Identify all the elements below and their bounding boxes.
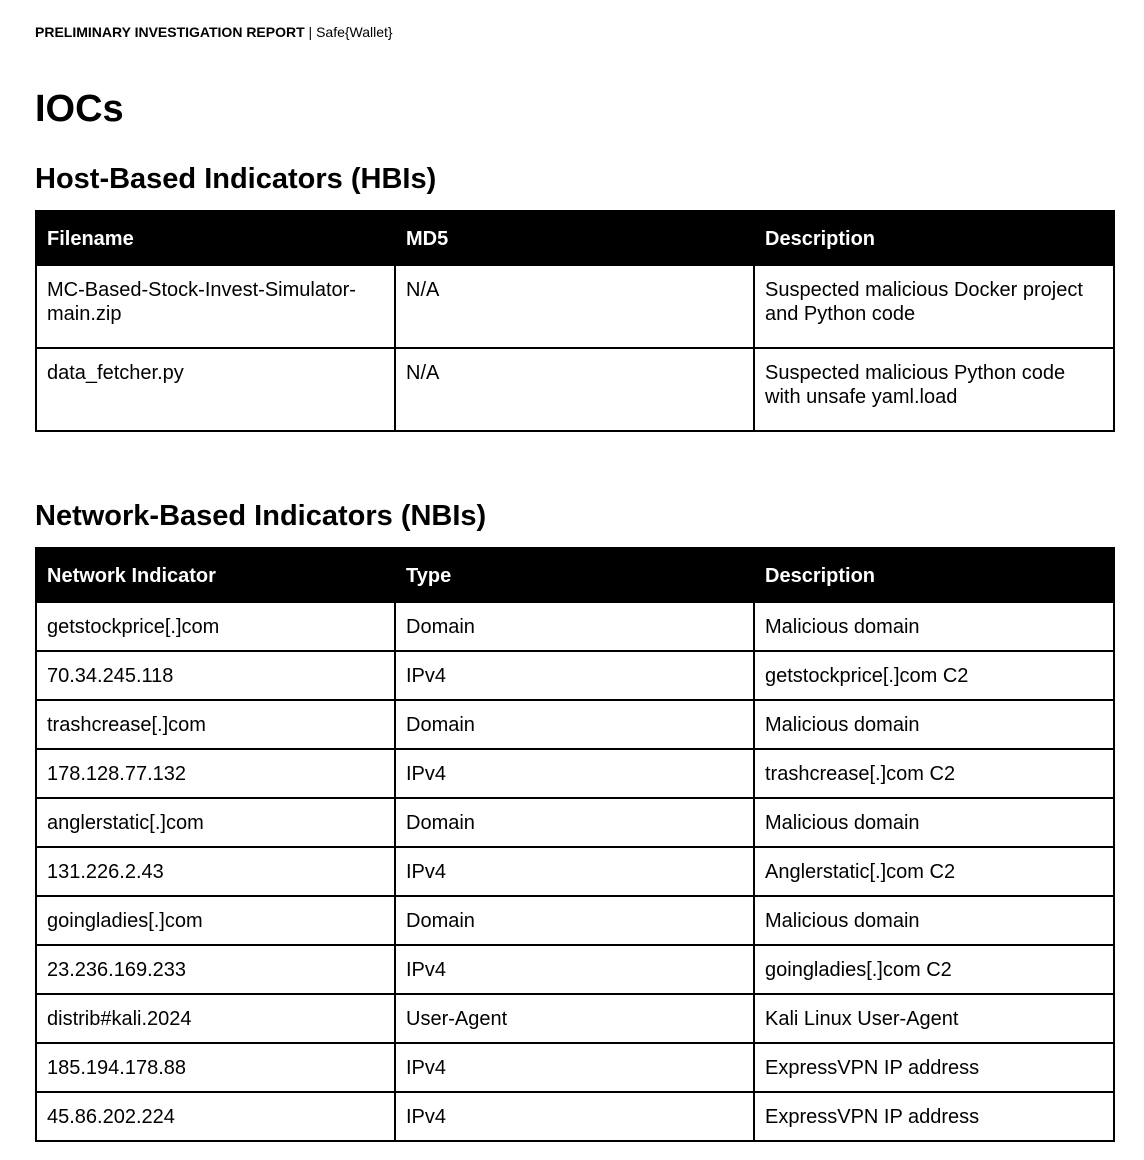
description-cell: Malicious domain [754,602,1114,651]
type-cell: IPv4 [395,847,754,896]
description-cell: Suspected malicious Docker project and Python code [754,265,1114,348]
hbi-column-header: MD5 [395,211,754,265]
organization-name: Safe{Wallet} [316,24,393,40]
type-cell: IPv4 [395,749,754,798]
type-cell: IPv4 [395,1092,754,1141]
hbi-section-title: Host-Based Indicators (HBIs) [35,163,437,195]
table-row [36,602,1114,651]
indicator-cell: 45.86.202.224 [36,1092,395,1141]
hbi-column-header: Description [754,211,1114,265]
hbi-column-header: Filename [36,211,395,265]
description-cell: trashcrease[.]com C2 [754,749,1114,798]
table-row [36,1043,1114,1092]
indicator-cell: 178.128.77.132 [36,749,395,798]
indicator-cell: trashcrease[.]com [36,700,395,749]
filename-cell: data_fetcher.py [36,348,395,431]
indicator-cell: 185.194.178.88 [36,1043,395,1092]
nbi-table [35,547,1115,1142]
nbi-section-title: Network-Based Indicators (NBIs) [35,500,487,532]
type-cell: User-Agent [395,994,754,1043]
indicator-cell: anglerstatic[.]com [36,798,395,847]
type-cell: Domain [395,700,754,749]
description-cell: getstockprice[.]com C2 [754,651,1114,700]
table-row [36,651,1114,700]
description-cell: Anglerstatic[.]com C2 [754,847,1114,896]
indicator-cell: 23.236.169.233 [36,945,395,994]
filename-cell: MC-Based-Stock-Invest-Simulator-main.zip [36,265,395,348]
indicator-cell: goingladies[.]com [36,896,395,945]
type-cell: Domain [395,798,754,847]
indicator-cell: 70.34.245.118 [36,651,395,700]
table-row [36,700,1114,749]
header-separator: | [304,24,317,40]
description-cell: ExpressVPN IP address [754,1043,1114,1092]
type-cell: Domain [395,896,754,945]
description-cell: goingladies[.]com C2 [754,945,1114,994]
table-row [36,896,1114,945]
indicator-cell: distrib#kali.2024 [36,994,395,1043]
md5-cell: N/A [395,265,754,348]
description-cell: Kali Linux User-Agent [754,994,1114,1043]
description-cell: Malicious domain [754,700,1114,749]
description-cell: ExpressVPN IP address [754,1092,1114,1141]
table-row [36,945,1114,994]
page-title: IOCs [35,88,124,130]
description-cell: Malicious domain [754,896,1114,945]
table-row [36,348,1114,431]
table-row [36,798,1114,847]
table-row [36,265,1114,348]
md5-cell: N/A [395,348,754,431]
table-row [36,847,1114,896]
description-cell: Malicious domain [754,798,1114,847]
type-cell: Domain [395,602,754,651]
nbi-column-header: Description [754,548,1114,602]
table-row [36,1092,1114,1141]
indicator-cell: getstockprice[.]com [36,602,395,651]
table-row [36,749,1114,798]
nbi-column-header: Network Indicator [36,548,395,602]
type-cell: IPv4 [395,651,754,700]
description-cell: Suspected malicious Python code with unsafe yaml.load [754,348,1114,431]
report-header [35,23,393,41]
hbi-table [35,210,1115,432]
indicator-cell: 131.226.2.43 [36,847,395,896]
nbi-header-row [36,548,1114,602]
hbi-header-row [36,211,1114,265]
nbi-column-header: Type [395,548,754,602]
table-row [36,994,1114,1043]
type-cell: IPv4 [395,1043,754,1092]
type-cell: IPv4 [395,945,754,994]
report-title: PRELIMINARY INVESTIGATION REPORT [35,24,305,40]
